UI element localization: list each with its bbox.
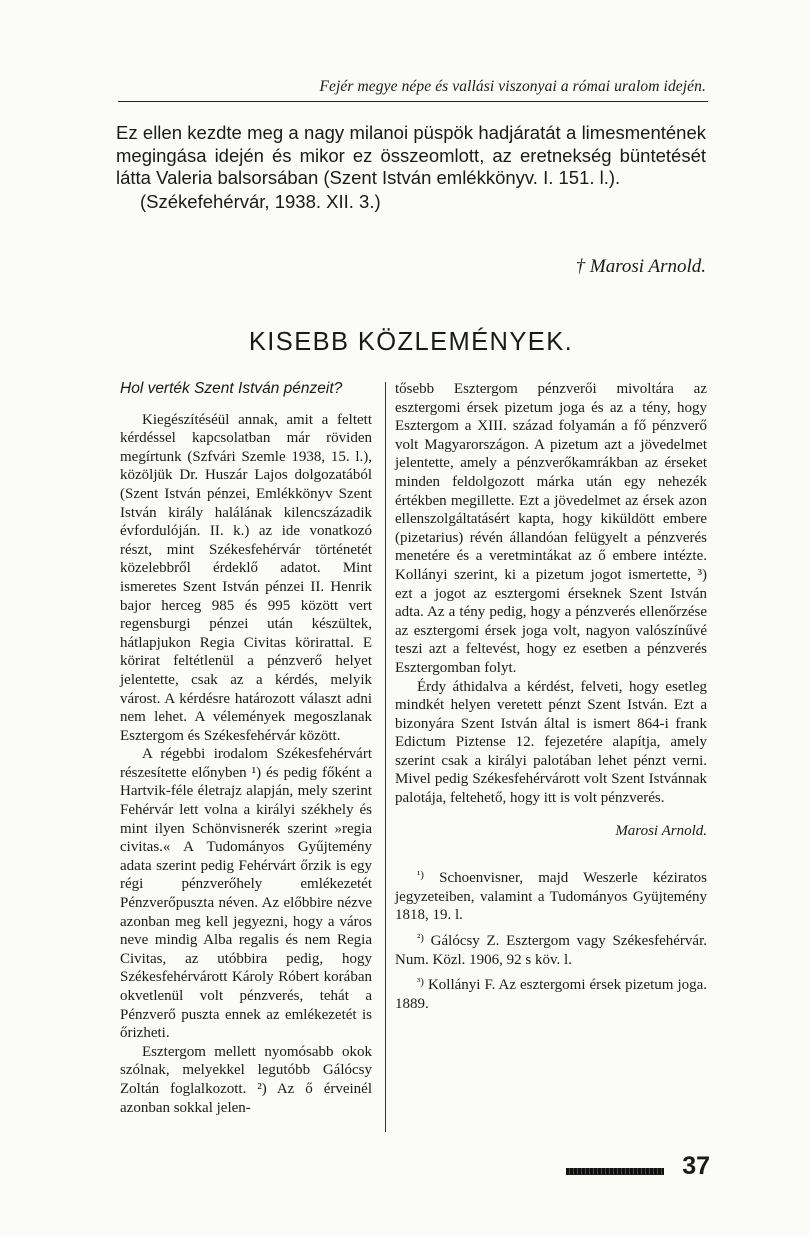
article-paragraph: tősebb Esztergom pénzverői mivoltára az esztergomi érsek pizetum joga és az a tény, hogy Esztergom a XIII. század folyamán a fő pénzverő volt Magyarországon. A pizetum azt a jövedelmet jelentette, amely a pénzverőkamrákban az érseket minden feldolgozott márka után egy nehezék értékben megillette. Ezt a jövedelmet az érsek azon ellenszolgáltatásért kapta, hogy kiküldött embere (pizetarius) révén állandóan felügyelt a pénzverés menetére és a veretmintákat az ő embere intézte. Kollányi szerint, ki a pizetum jogot ismertette, ³) ezt a jogot az esztergomi érseknek Szent István adta. Az a tény pedig, hogy a pénzverés ellenőrzése az esztergomi érsek joga volt, nagyon valószínűvé teszi azt a feltevést, hogy ez esetben a pénzverés Esztergomban folyt.: [395, 381, 707, 676]
intro-paragraph: Ez ellen kezdte meg a nagy milanoi püspök hadjáratát a limesmentének megingása idején és mikor ez összeomlott, az eretnekség büntetését látta Valeria balsorsában (Szent István emlékkönyv. I. 151. l.).: [116, 122, 706, 188]
footnote-mark: ³): [417, 976, 424, 989]
footnote-mark: ¹): [417, 869, 424, 882]
running-head: Fejér megye népe és vallási viszonyai a római uralom idején.: [319, 78, 706, 95]
intro-date: (Székefehérvár, 1938. XII. 3.): [140, 190, 381, 212]
left-column: [120, 380, 372, 1117]
footnote: [395, 973, 707, 1013]
article-paragraph: Kiegészítéséül annak, amit a feltett kérdéssel kapcsolatban már röviden megírtunk (Szfvári Szemle 1938, 15. l.), közöljük Dr. Huszár Lajos dolgozatából (Szent István pénzei, Emlékkönyv Szent István király halálának kilencszázadik évfordulóján. II. k.) az ide vonatkozó részt, mint Székesfehérvár történetét közelebbről érdeklő adatot. Mint ismeretes Szent István pénzei II. Henrik bajor herceg 985 és 995 között vert regensburgi pénzei után készültek, hátlapjukon Regia Civitas körirattal. E körirat feltétlenül a pénzverő helyet jelentette, csak az a kérdés, melyik várost. A kérdésre határozott választ adni nem lehet. A vélemények megoszlanak Esztergom és Székesfehérvár között.: [120, 411, 372, 744]
column-divider: [385, 382, 386, 1132]
footnote-mark: ²): [417, 932, 424, 945]
right-column: [395, 380, 707, 1017]
article-paragraph: Érdy áthidalva a kérdést, felveti, hogy esetleg mindkét helyen veretett pénzt Szent István. Ezt a bizonyára Szent István által is ismert 864-i frank Edictum Piztense 12. fejezetére alapítja, amely szerint csak a királyi palotában lehet pénzt verni. Mivel pedig Székesfehérvárott volt Szent Istvánnak palotája, feltehető, hogy itt is volt pénzverés.: [395, 678, 707, 807]
intro-block: [116, 122, 706, 213]
footnote: [395, 929, 707, 969]
article-signature: Marosi Arnold.: [615, 822, 707, 839]
footnote-text: Schoenvisner, majd Weszerle kéziratos jegyzeteiben, valamint a Tudományos Gyüjtemény 1818, 19. l.: [395, 870, 707, 924]
intro-signature: † Marosi Arnold.: [575, 256, 706, 277]
section-title: KISEBB KÖZLEMÉNYEK.: [248, 328, 574, 356]
footnote-text: Kollányi F. Az esztergomi érsek pizetum joga. 1889.: [395, 977, 708, 1012]
footnote: [395, 866, 707, 925]
article-paragraph: A régebbi irodalom Székesfehérvárt részesítette előnyben ¹) és pedig főként a Hartvik-féle életrajz alapján, mely szerint Fehérvár lett volna a királyi székhely és mint ilyen Schönvisnerék szerint »regia civitas.« A Tudományos Gyűjtemény adata szerint pedig Fehérvárt őrzik is egy régi pénzverőhely emlékezetét Pénzverőpuszta néven. Az előbbire nézve azonban meg kell jegyezni, hogy a város neve mindig Alba regalis és nem Regia Civitas, az utóbbira pedig, hogy Székesfehérvárott Károly Róbert korában okvetlenül volt pénzverés, tehát a Pénzverő puszta ennek az emlékezetét is őrizheti.: [120, 746, 372, 1042]
footnote-text: Gálócsy Z. Esztergom vagy Székesfehérvár. Num. Közl. 1906, 92 s köv. l.: [395, 933, 708, 968]
header-rule: [118, 101, 708, 102]
page-number: 37: [682, 1152, 710, 1180]
article-title: Hol verték Szent István pénzeit?: [120, 380, 343, 397]
article-paragraph: Esztergom mellett nyomósabb okok szólnak, melyekkel legutóbb Gálócsy Zoltán foglalkozott. ²) Az ő érveinél azonban sokkal jelen-: [120, 1043, 372, 1116]
folio-ornament: [566, 1168, 664, 1175]
